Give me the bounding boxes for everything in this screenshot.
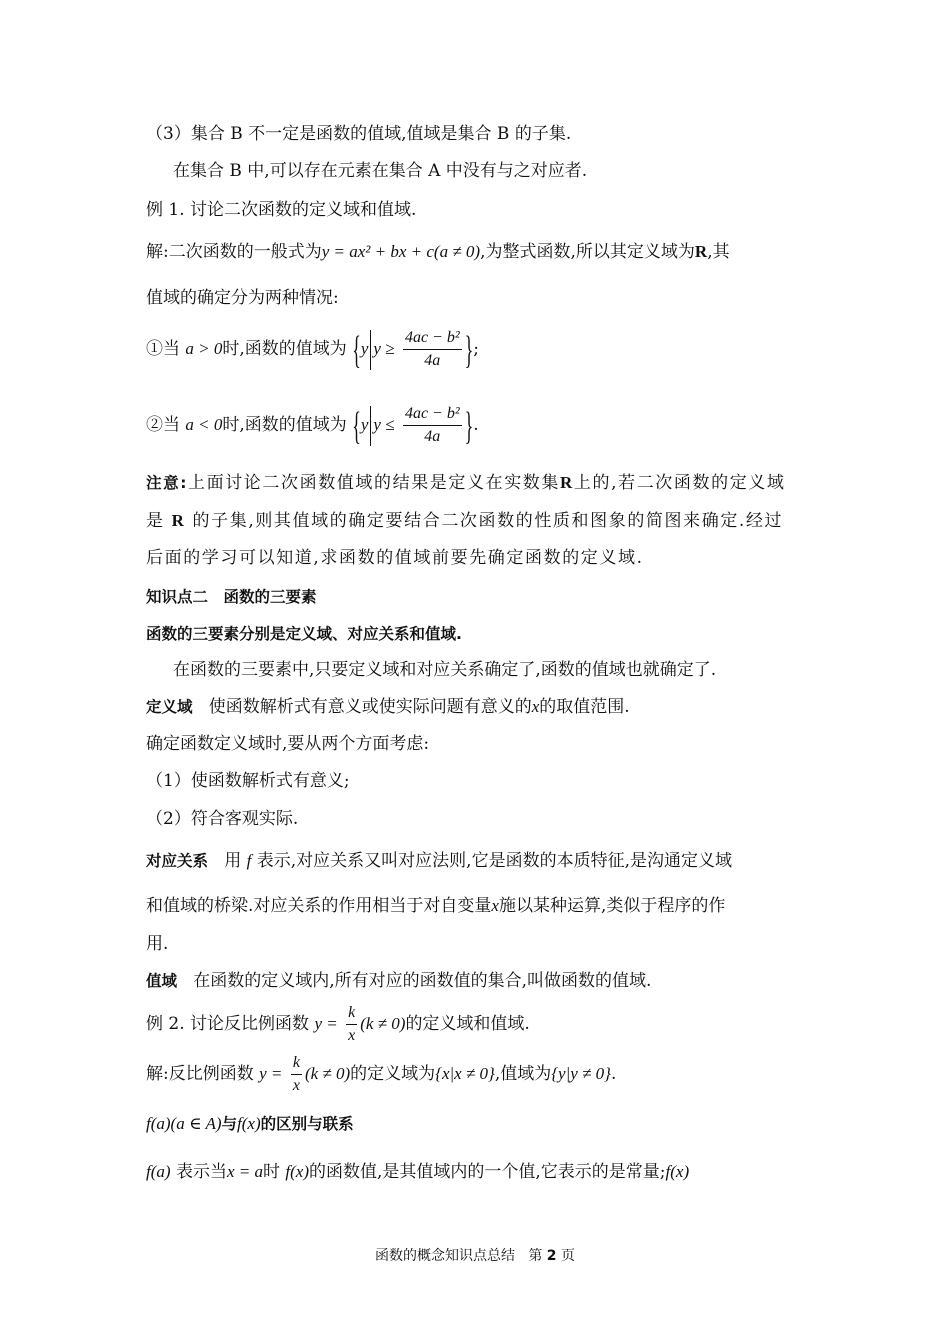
case-a-positive (146, 326, 820, 373)
definition-correspondence-1 (146, 850, 820, 872)
text-segment: 解:反比例函数 (146, 1064, 254, 1084)
heading-text: 与 (221, 1115, 238, 1133)
note-line-2 (146, 510, 820, 532)
text-segment: 是 (146, 511, 165, 531)
text-segment: 的定义域和值域. (405, 1014, 530, 1034)
term-label: 定义域 (146, 698, 193, 716)
text-segment: ,其 (707, 242, 730, 262)
heading-text: 知识点二 函数的三要素 (146, 588, 317, 606)
definition-correspondence-2 (146, 895, 820, 917)
fraction-numerator: 4ac − b² (403, 404, 462, 426)
text-segment: 用 (224, 851, 242, 871)
text-segment: 表示当 (175, 1162, 227, 1182)
text-segment: 的定义域为 (350, 1064, 436, 1084)
solution-1-line-2 (146, 287, 820, 309)
range-set: {y|y ≠ 0} (551, 1064, 611, 1083)
variable: x (491, 896, 499, 915)
quadratic-formula: y = ax² + bx + c(a ≠ 0) (321, 242, 481, 261)
real-set-symbol: R (694, 242, 708, 261)
text-segment: 上面讨论二次函数值域的结果是定义在实数集 (188, 473, 560, 493)
text-line: （3）集合 B 不一定是函数的值域,值域是集合 B 的子集. (146, 124, 572, 144)
fraction (403, 404, 462, 447)
text-segment: ,值域为 (494, 1064, 552, 1084)
condition: (k ≠ 0) (360, 1014, 406, 1033)
text-segment: 和值域的桥梁.对应关系的作用相当于对自变量 (146, 896, 492, 916)
section-heading-three-elements (146, 586, 820, 608)
text-segment: 施以某种运算,类似于程序的作 (498, 896, 726, 916)
condition: a > 0 (185, 339, 223, 358)
text-segment: ,为整式函数,所以其定义域为 (480, 242, 695, 262)
text-segment: 表示,对应关系又叫对应法则,它是函数的本质特征,是沟通定义域 (256, 851, 732, 871)
page-number: 2 (546, 1248, 557, 1264)
note-label: 注意: (146, 474, 188, 492)
real-set-symbol: R (171, 511, 186, 530)
left-brace: { (352, 403, 361, 448)
function-expression: f(x) (237, 1114, 261, 1133)
function-expression: f(a)(a ∈ A) (146, 1114, 222, 1133)
set-bar (370, 330, 371, 370)
right-brace: } (464, 327, 474, 372)
set-variable: y (360, 415, 369, 434)
function-symbol: f (246, 851, 252, 870)
page-prefix: 第 (528, 1248, 543, 1264)
variable: x (531, 697, 540, 716)
text-segment: 时,函数的值域为 (222, 415, 347, 435)
paragraph-domain-considerations (146, 733, 820, 755)
text-line: 值域的确定分为两种情况: (146, 288, 339, 308)
set-relation: y ≥ (373, 339, 395, 358)
fraction-denominator: x (292, 1077, 300, 1094)
text-line: 确定函数定义域时,要从两个方面考虑: (146, 734, 430, 754)
equation-lhs: y = (259, 1064, 283, 1083)
right-brace: } (464, 403, 474, 448)
text-line: （1）使函数解析式有意义; (146, 771, 350, 791)
section-heading-fa-fx (146, 1113, 820, 1135)
function-expression: f(x) (665, 1162, 690, 1181)
fraction (291, 1053, 302, 1096)
text-line: 后面的学习可以知道,求函数的值域前要先确定函数的定义域. (146, 548, 644, 568)
fraction-numerator: k (291, 1053, 302, 1075)
solution-2 (146, 1052, 820, 1096)
fraction-denominator: 4a (424, 352, 441, 369)
text-segment: ①当 (146, 339, 180, 359)
list-item-1 (146, 770, 820, 792)
subheading-three-elements (146, 623, 820, 645)
example-1-title (146, 199, 820, 221)
text-segment: 的函数值,是其值域内的一个值,它表示的是常量; (308, 1162, 666, 1182)
text-segment: 解:二次函数的一般式为 (146, 242, 322, 262)
function-expression: f(a) (146, 1162, 171, 1181)
text-segment: 在函数的定义域内,所有对应的函数值的集合,叫做函数的值域. (193, 971, 652, 991)
note-line-3 (146, 547, 820, 569)
text-line: （2）符合客观实际. (146, 809, 299, 829)
set-bar (370, 406, 371, 446)
equation-lhs: y = (314, 1014, 338, 1033)
paragraph-three-elements (173, 659, 820, 681)
left-brace: { (352, 327, 361, 372)
text-segment: 的取值范围. (539, 697, 630, 717)
page-footer (0, 1245, 950, 1265)
text-segment: . (473, 415, 479, 435)
real-set-symbol: R (560, 473, 574, 492)
text-segment: ; (473, 339, 480, 359)
fraction (346, 1003, 357, 1046)
footer-title: 函数的概念知识点总结 (374, 1248, 515, 1264)
page-suffix: 页 (561, 1248, 575, 1264)
paragraph-set-b-element (173, 160, 820, 182)
text-segment: 的子集,则其值域的确定要结合二次函数的性质和图象的简图来确定.经过 (192, 511, 784, 531)
condition: a < 0 (185, 415, 223, 434)
note-line-1 (146, 472, 820, 494)
heading-text: 的区别与联系 (260, 1115, 354, 1133)
text-segment: 上的,若二次函数的定义域 (573, 473, 786, 493)
set-relation: y ≤ (373, 415, 395, 434)
equation: x = a (226, 1162, 263, 1181)
text-segment: 时,函数的值域为 (222, 339, 347, 359)
text-segment: . (610, 1064, 617, 1084)
fraction-numerator: k (346, 1003, 357, 1025)
example-2-title (146, 1002, 820, 1046)
function-expression: f(x) (285, 1162, 309, 1181)
text-segment: 时 (262, 1162, 280, 1182)
fraction-denominator: 4a (424, 428, 441, 445)
text-line: 例 1. 讨论二次函数的定义域和值域. (146, 200, 417, 220)
text-line: 在集合 B 中,可以存在元素在集合 A 中没有与之对应者. (173, 161, 588, 181)
text-line: 用. (146, 934, 169, 954)
definition-correspondence-3 (146, 933, 820, 955)
paragraph-set-b-note (146, 123, 820, 145)
solution-1-line-1 (146, 241, 820, 263)
text-segment: 使函数解析式有意义或使实际问题有意义的 (208, 697, 532, 717)
definition-range (146, 970, 820, 992)
text-segment: 例 2. 讨论反比例函数 (146, 1014, 310, 1034)
condition: (k ≠ 0) (304, 1064, 351, 1083)
term-label: 对应关系 (146, 852, 209, 870)
text-line: 在函数的三要素中,只要定义域和对应关系确定了,函数的值域也就确定了. (173, 660, 717, 680)
case-a-negative (146, 402, 820, 449)
fraction-denominator: x (348, 1027, 356, 1044)
term-label: 值域 (146, 972, 178, 990)
fraction (403, 328, 462, 371)
domain-set: {x|x ≠ 0} (435, 1064, 495, 1083)
text-segment: ②当 (146, 415, 180, 435)
fraction-numerator: 4ac − b² (403, 328, 462, 350)
set-variable: y (360, 339, 369, 358)
paragraph-fa-fx (146, 1161, 820, 1183)
heading-text: 函数的三要素分别是定义域、对应关系和值域. (146, 625, 462, 643)
definition-domain (146, 696, 820, 718)
list-item-2 (146, 808, 820, 830)
